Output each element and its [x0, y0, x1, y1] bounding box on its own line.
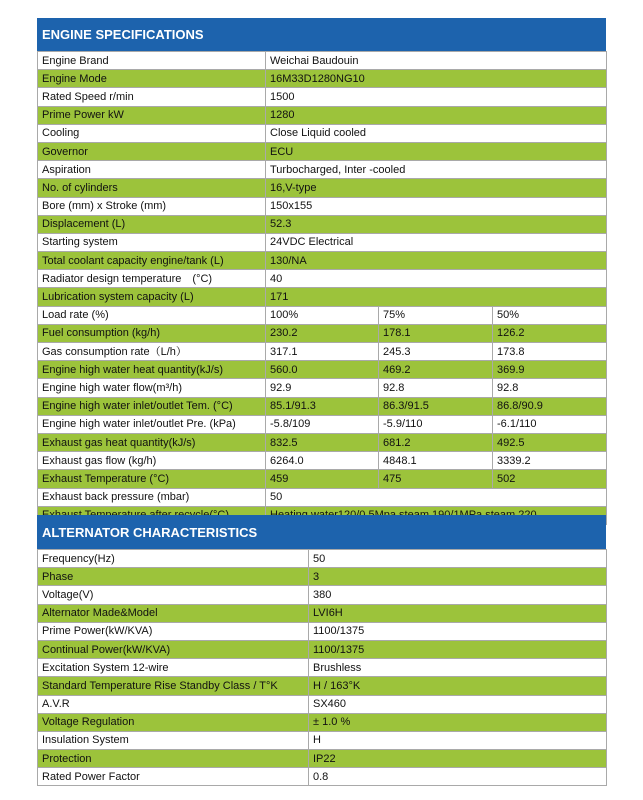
- load-75-value: 86.3/91.5: [379, 397, 493, 415]
- spec-label: Rated Speed r/min: [38, 88, 266, 106]
- alternator-label: Frequency(Hz): [38, 550, 309, 568]
- alternator-table: [37, 549, 607, 786]
- spec-value: 40: [266, 270, 607, 288]
- table-row: [38, 233, 607, 251]
- table-row: [38, 288, 607, 306]
- table-row: [38, 324, 607, 342]
- load-75-value: 92.8: [379, 379, 493, 397]
- alternator-label: Alternator Made&Model: [38, 604, 309, 622]
- spec-value: Weichai Baudouin: [266, 52, 607, 70]
- spec-label: Governor: [38, 142, 266, 160]
- spec-label: Exhaust gas heat quantity(kJ/s): [38, 433, 266, 451]
- spec-value: 16M33D1280NG10: [266, 70, 607, 88]
- spec-label: Engine high water flow(m³/h): [38, 379, 266, 397]
- load-75-value: 75%: [379, 306, 493, 324]
- table-row: [38, 52, 607, 70]
- alternator-label: Continual Power(kW/KVA): [38, 640, 309, 658]
- load-100-value: 317.1: [266, 343, 379, 361]
- alternator-label: Standard Temperature Rise Standby Class / T°K: [38, 677, 309, 695]
- spec-label: Engine high water inlet/outlet Pre. (kPa): [38, 415, 266, 433]
- spec-label: Engine high water heat quantity(kJ/s): [38, 361, 266, 379]
- spec-label: Lubrication system capacity (L): [38, 288, 266, 306]
- spec-label: Cooling: [38, 124, 266, 142]
- table-row: [38, 550, 607, 568]
- table-row: [38, 470, 607, 488]
- table-row: [38, 731, 607, 749]
- load-50-value: 173.8: [493, 343, 607, 361]
- table-row: [38, 106, 607, 124]
- table-row: [38, 252, 607, 270]
- alternator-label: Rated Power Factor: [38, 768, 309, 786]
- table-row: [38, 270, 607, 288]
- table-row: [38, 142, 607, 160]
- spec-value: 16,V-type: [266, 179, 607, 197]
- table-row: [38, 343, 607, 361]
- alternator-value: LVI6H: [309, 604, 607, 622]
- table-row: [38, 379, 607, 397]
- load-75-value: 469.2: [379, 361, 493, 379]
- alternator-value: H / 163°K: [309, 677, 607, 695]
- alternator-label: Voltage(V): [38, 586, 309, 604]
- load-100-value: 92.9: [266, 379, 379, 397]
- load-100-value: 560.0: [266, 361, 379, 379]
- table-row: [38, 161, 607, 179]
- table-row: [38, 659, 607, 677]
- table-row: [38, 750, 607, 768]
- spec-value: 50: [266, 488, 607, 506]
- table-row: [38, 433, 607, 451]
- table-row: [38, 622, 607, 640]
- load-50-value: 86.8/90.9: [493, 397, 607, 415]
- spec-label: Aspiration: [38, 161, 266, 179]
- load-75-value: 178.1: [379, 324, 493, 342]
- table-row: [38, 695, 607, 713]
- alternator-value: Brushless: [309, 659, 607, 677]
- spec-value: 1500: [266, 88, 607, 106]
- alternator-label: Insulation System: [38, 731, 309, 749]
- table-row: [38, 179, 607, 197]
- spec-value: 1280: [266, 106, 607, 124]
- table-row: [38, 452, 607, 470]
- table-row: [38, 640, 607, 658]
- load-100-value: 100%: [266, 306, 379, 324]
- load-75-value: 245.3: [379, 343, 493, 361]
- spec-value: Turbocharged, Inter -cooled: [266, 161, 607, 179]
- spec-label: Exhaust gas flow (kg/h): [38, 452, 266, 470]
- table-row: [38, 488, 607, 506]
- load-75-value: 4848.1: [379, 452, 493, 470]
- engine-specifications-header: ENGINE SPECIFICATIONS: [37, 18, 606, 51]
- load-50-value: 3339.2: [493, 452, 607, 470]
- spec-value: Close Liquid cooled: [266, 124, 607, 142]
- engine-spec-table: [37, 51, 607, 525]
- load-100-value: 85.1/91.3: [266, 397, 379, 415]
- load-75-value: 681.2: [379, 433, 493, 451]
- alternator-value: 380: [309, 586, 607, 604]
- alternator-value: 1100/1375: [309, 622, 607, 640]
- spec-value: 52.3: [266, 215, 607, 233]
- alternator-label: Prime Power(kW/KVA): [38, 622, 309, 640]
- load-100-value: 832.5: [266, 433, 379, 451]
- load-100-value: 230.2: [266, 324, 379, 342]
- load-50-value: 126.2: [493, 324, 607, 342]
- spec-label: Exhaust Temperature (°C): [38, 470, 266, 488]
- spec-value: 150x155: [266, 197, 607, 215]
- load-50-value: -6.1/110: [493, 415, 607, 433]
- alternator-value: 3: [309, 568, 607, 586]
- load-50-value: 369.9: [493, 361, 607, 379]
- table-row: [38, 415, 607, 433]
- table-row: [38, 215, 607, 233]
- alternator-value: H: [309, 731, 607, 749]
- table-row: [38, 586, 607, 604]
- table-row: [38, 604, 607, 622]
- table-row: [38, 397, 607, 415]
- table-row: [38, 677, 607, 695]
- alternator-value: 50: [309, 550, 607, 568]
- table-row: [38, 124, 607, 142]
- load-50-value: 502: [493, 470, 607, 488]
- table-row: [38, 88, 607, 106]
- spec-label: Engine high water inlet/outlet Tem. (°C): [38, 397, 266, 415]
- table-row: [38, 70, 607, 88]
- alternator-label: Excitation System 12-wire: [38, 659, 309, 677]
- spec-label: Gas consumption rate（L/h）: [38, 343, 266, 361]
- load-100-value: 459: [266, 470, 379, 488]
- spec-label: Bore (mm) x Stroke (mm): [38, 197, 266, 215]
- spec-label: Radiator design temperature (°C): [38, 270, 266, 288]
- spec-value: 24VDC Electrical: [266, 233, 607, 251]
- load-75-value: 475: [379, 470, 493, 488]
- spec-label: Fuel consumption (kg/h): [38, 324, 266, 342]
- table-row: [38, 361, 607, 379]
- alternator-label: Protection: [38, 750, 309, 768]
- table-row: [38, 197, 607, 215]
- alternator-value: IP22: [309, 750, 607, 768]
- spec-value: ECU: [266, 142, 607, 160]
- spec-label: Total coolant capacity engine/tank (L): [38, 252, 266, 270]
- spec-label: Starting system: [38, 233, 266, 251]
- spec-label: Exhaust back pressure (mbar): [38, 488, 266, 506]
- spec-value: 171: [266, 288, 607, 306]
- spec-label: Engine Brand: [38, 52, 266, 70]
- spec-label: Engine Mode: [38, 70, 266, 88]
- alternator-value: 0.8: [309, 768, 607, 786]
- alternator-value: 1100/1375: [309, 640, 607, 658]
- spec-label: Prime Power kW: [38, 106, 266, 124]
- spec-value: 130/NA: [266, 252, 607, 270]
- alternator-value: ± 1.0 %: [309, 713, 607, 731]
- spec-label: No. of cylinders: [38, 179, 266, 197]
- table-row: [38, 568, 607, 586]
- alternator-characteristics-section: [37, 515, 606, 786]
- load-100-value: 6264.0: [266, 452, 379, 470]
- load-50-value: 92.8: [493, 379, 607, 397]
- engine-specifications-section: [37, 18, 606, 525]
- alternator-characteristics-header: ALTERNATOR CHARACTERISTICS: [37, 515, 606, 549]
- load-100-value: -5.8/109: [266, 415, 379, 433]
- alternator-label: A.V.R: [38, 695, 309, 713]
- load-50-value: 50%: [493, 306, 607, 324]
- alternator-label: Voltage Regulation: [38, 713, 309, 731]
- load-50-value: 492.5: [493, 433, 607, 451]
- table-row: [38, 306, 607, 324]
- table-row: [38, 768, 607, 786]
- spec-label: Load rate (%): [38, 306, 266, 324]
- alternator-value: SX460: [309, 695, 607, 713]
- load-75-value: -5.9/110: [379, 415, 493, 433]
- alternator-label: Phase: [38, 568, 309, 586]
- spec-label: Displacement (L): [38, 215, 266, 233]
- table-row: [38, 713, 607, 731]
